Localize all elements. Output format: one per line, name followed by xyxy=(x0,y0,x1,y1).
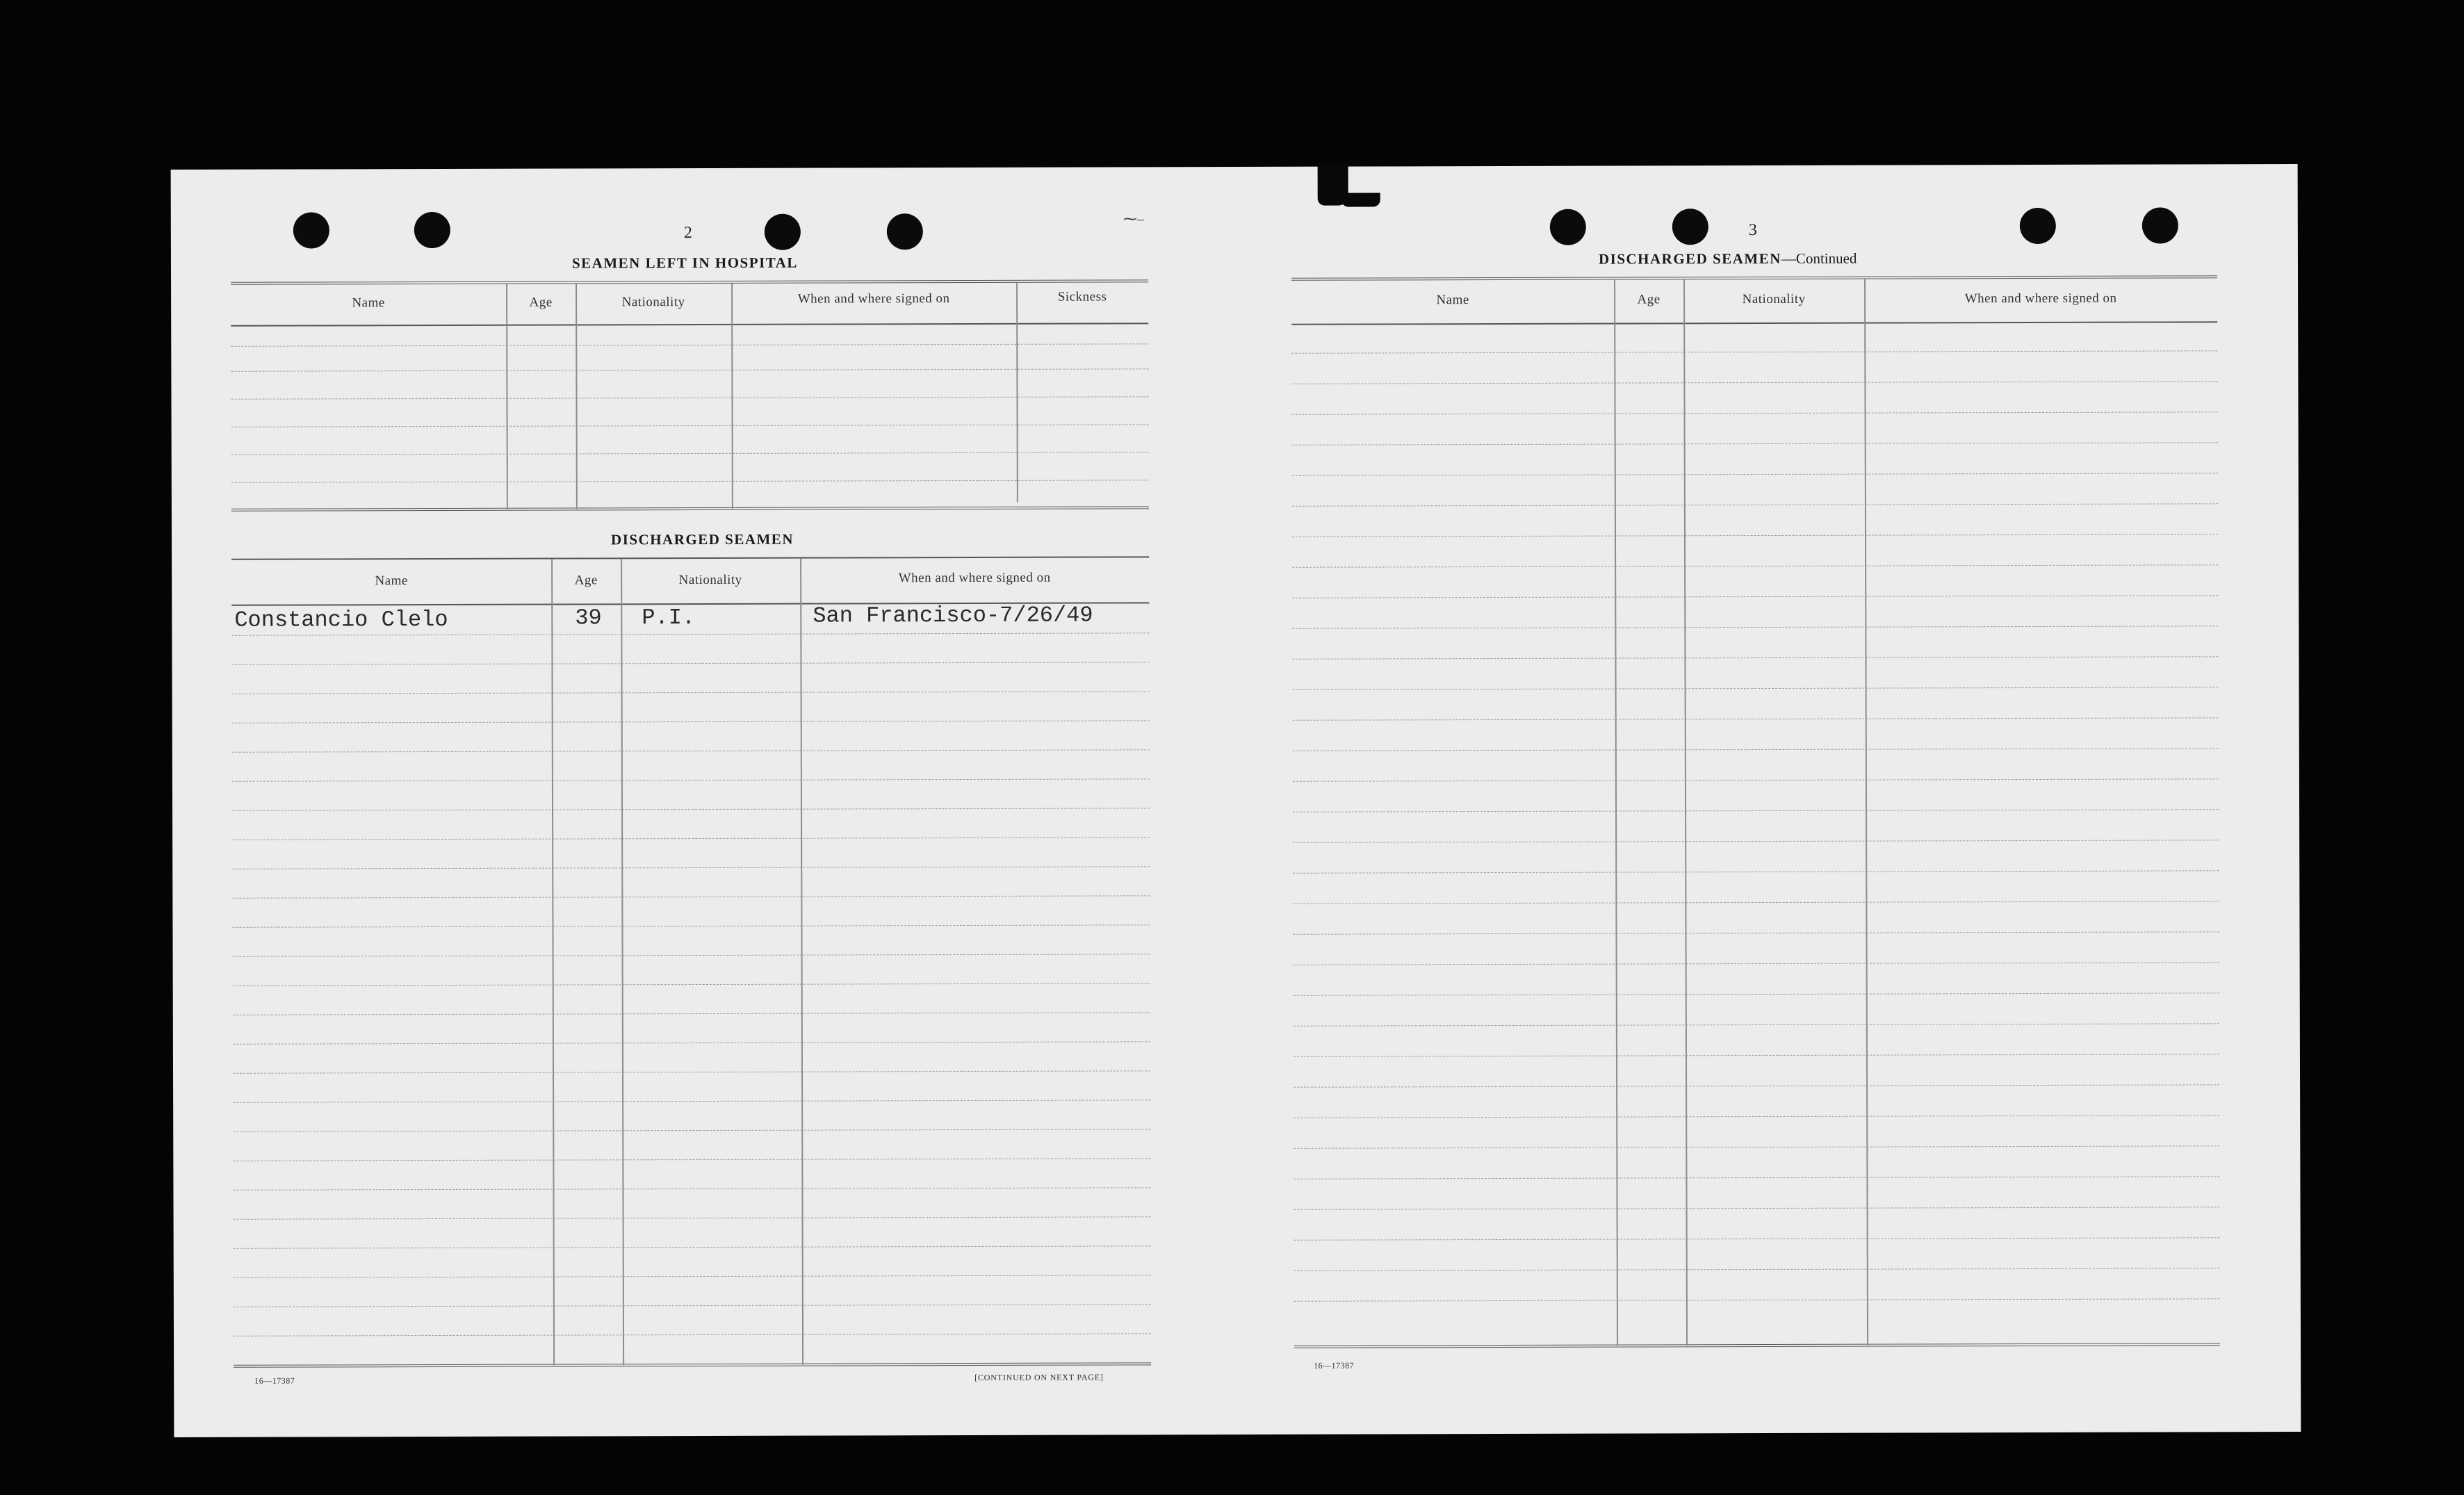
discharged-table-right xyxy=(1291,275,2220,1364)
hospital-section-title: SEAMEN LEFT IN HOSPITAL xyxy=(571,254,798,272)
page-number-left: 2 xyxy=(683,224,692,243)
punch-hole xyxy=(2020,208,2056,244)
seaman-signed-on: San Francisco-7/26/49 xyxy=(813,602,1093,629)
page-number-right: 3 xyxy=(1748,221,1757,240)
right-title-main: DISCHARGED SEAMEN xyxy=(1598,250,1781,268)
discharged-col-age: Age xyxy=(574,573,598,588)
right-title-suffix: —Continued xyxy=(1781,250,1857,267)
discharged-section-title: DISCHARGED SEAMEN xyxy=(610,530,794,548)
hospital-col-nationality: Nationality xyxy=(621,295,685,310)
right-section-title xyxy=(1599,250,1857,268)
punch-hole xyxy=(293,212,329,248)
punch-hole xyxy=(765,214,801,250)
hospital-col-name: Name xyxy=(352,295,385,311)
punch-hole xyxy=(887,213,923,250)
discharged-table-left xyxy=(231,556,1151,1370)
seaman-name: Constancio Clelo xyxy=(234,606,448,633)
discharged-col-signed-on: When and where signed on xyxy=(898,570,1051,586)
continued-note: [CONTINUED ON NEXT PAGE] xyxy=(974,1372,1104,1382)
right-col-name: Name xyxy=(1436,293,1469,308)
hospital-col-sickness: Sickness xyxy=(1057,289,1107,304)
scanned-document xyxy=(171,164,2301,1437)
punch-hole xyxy=(1550,209,1586,245)
form-number-right: 16—17387 xyxy=(1314,1360,1355,1371)
punch-hole xyxy=(2142,207,2178,243)
seaman-nationality: P.I. xyxy=(642,605,696,631)
right-col-age: Age xyxy=(1637,292,1661,307)
form-number-left: 16—17387 xyxy=(254,1375,295,1386)
hospital-table xyxy=(231,279,1149,512)
right-col-nationality: Nationality xyxy=(1742,291,1806,307)
discharged-col-name: Name xyxy=(375,573,408,589)
ink-mark: ⁓– xyxy=(1123,211,1144,227)
right-col-signed-on: When and where signed on xyxy=(1964,291,2117,307)
hospital-col-age: Age xyxy=(529,295,553,310)
punch-hole xyxy=(1672,209,1708,245)
punch-hole xyxy=(414,212,450,248)
seaman-age: 39 xyxy=(575,605,602,631)
hospital-col-signed-on: When and where signed on xyxy=(797,291,950,307)
discharged-col-nationality: Nationality xyxy=(678,572,742,588)
paper-tear xyxy=(1341,193,1380,206)
